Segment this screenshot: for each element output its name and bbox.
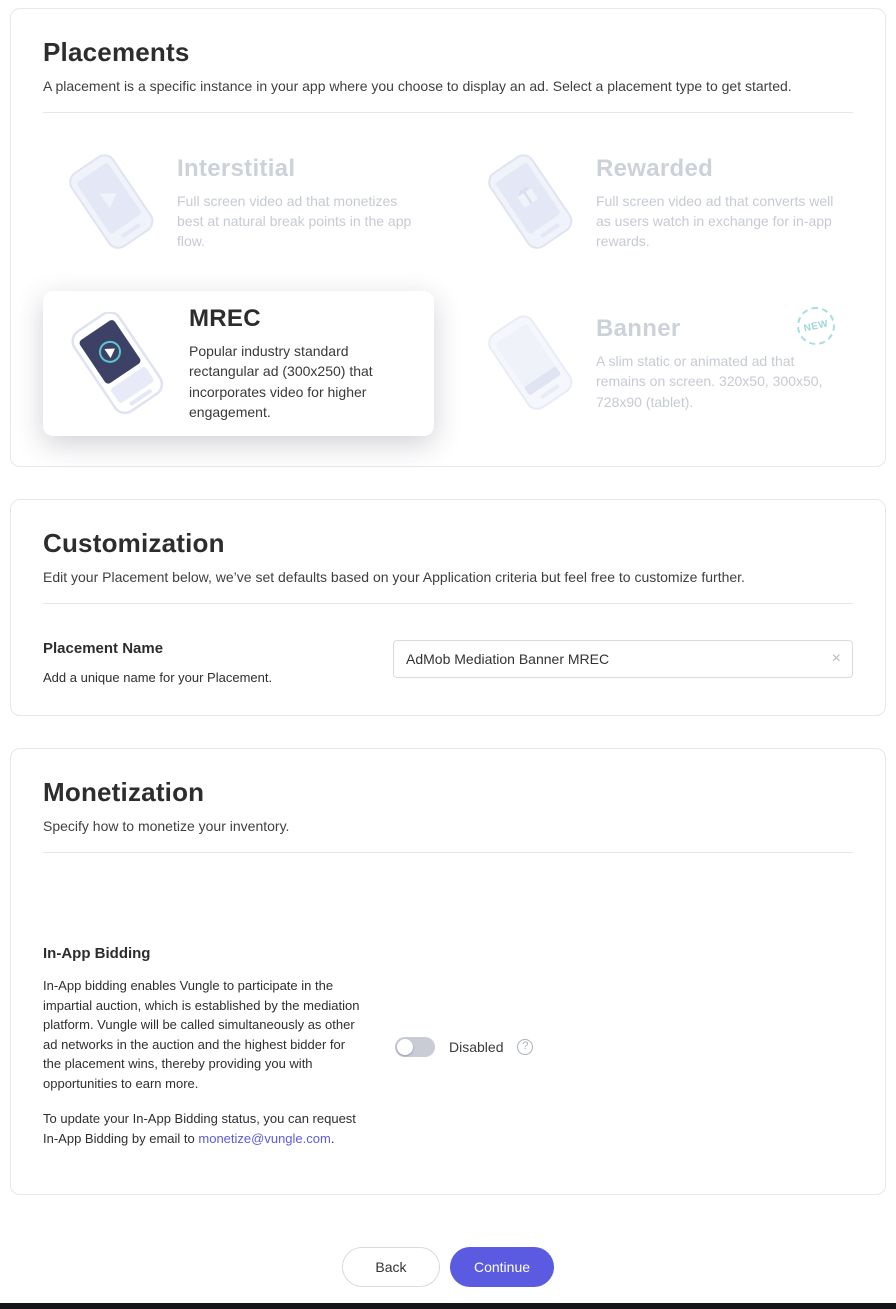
in-app-bidding-text-block bbox=[43, 945, 361, 1148]
rewarded-name: Rewarded bbox=[596, 154, 714, 182]
in-app-bidding-label: In-App Bidding bbox=[43, 945, 151, 963]
new-badge: NEW bbox=[793, 303, 838, 348]
placement-name-input-wrap bbox=[393, 640, 853, 678]
in-app-bidding-status: Disabled bbox=[449, 1038, 504, 1055]
mrec-name: MREC bbox=[189, 305, 261, 332]
monetize-email-link[interactable]: monetize@vungle.com bbox=[198, 1130, 331, 1146]
placement-name-help: Add a unique name for your Placement. bbox=[43, 670, 273, 686]
placement-name-label-block bbox=[43, 640, 383, 685]
placements-subtitle: A placement is a specific instance in your app where you choose to display an ad. Select a placement type to get started. bbox=[43, 78, 792, 94]
divider bbox=[43, 603, 853, 604]
in-app-bidding-row bbox=[43, 945, 853, 1164]
monetization-subtitle: Specify how to monetize your inventory. bbox=[43, 818, 290, 835]
rewarded-phone-icon bbox=[478, 153, 582, 253]
placement-type-rewarded[interactable] bbox=[462, 139, 853, 267]
placement-type-banner[interactable] bbox=[462, 291, 853, 436]
help-icon[interactable]: ? bbox=[517, 1039, 533, 1055]
customization-title: Customization bbox=[43, 528, 225, 559]
note-suffix: . bbox=[330, 1130, 335, 1146]
placement-type-interstitial[interactable] bbox=[43, 139, 434, 267]
placement-name-input[interactable] bbox=[393, 640, 853, 678]
divider bbox=[43, 112, 853, 113]
bottom-bar bbox=[0, 1303, 896, 1309]
in-app-bidding-note bbox=[43, 1109, 361, 1148]
placements-title: Placements bbox=[43, 37, 190, 67]
customization-card bbox=[10, 499, 886, 716]
clear-input-icon[interactable]: × bbox=[831, 650, 841, 668]
banner-name: Banner bbox=[596, 315, 681, 343]
mrec-phone-icon bbox=[59, 312, 175, 416]
in-app-bidding-toggle[interactable] bbox=[395, 1037, 435, 1057]
in-app-bidding-description: In-App bidding enables Vungle to participate in the impartial auction, which is established by the mediation platform. Vungle will be called simultaneously as other ad networks in the auction and the highest bidder for the placement wins, thereby providing you with opportunities to earn more. bbox=[43, 978, 360, 1091]
in-app-bidding-toggle-row bbox=[395, 945, 853, 1148]
mrec-text bbox=[189, 305, 418, 422]
interstitial-phone-icon bbox=[59, 153, 163, 253]
placement-name-row bbox=[43, 640, 853, 685]
interstitial-name: Interstitial bbox=[177, 154, 296, 182]
divider bbox=[43, 852, 853, 853]
placement-type-mrec[interactable] bbox=[43, 291, 434, 436]
monetization-card bbox=[10, 748, 886, 1195]
rewarded-description: Full screen video ad that converts well as users watch in exchange for in-app rewards. bbox=[596, 192, 834, 250]
monetization-title: Monetization bbox=[43, 777, 205, 808]
banner-description: A slim static or animated ad that remains on screen. 320x50, 300x50, 728x90 (tablet). bbox=[596, 353, 823, 410]
mrec-description: Popular industry standard rectangular ad (300x250) that incorporates video for higher engagement. bbox=[189, 343, 373, 420]
form-actions bbox=[10, 1227, 886, 1309]
placement-type-grid bbox=[43, 139, 853, 436]
placements-card bbox=[10, 8, 886, 467]
continue-button[interactable]: Continue bbox=[450, 1247, 554, 1287]
toggle-knob bbox=[397, 1039, 413, 1055]
back-button[interactable]: Back bbox=[342, 1247, 440, 1287]
customization-subtitle: Edit your Placement below, we’ve set defaults based on your Application criteria but feel free to customize further. bbox=[43, 569, 745, 586]
interstitial-description: Full screen video ad that monetizes best at natural break points in the app flow. bbox=[177, 192, 412, 250]
banner-phone-icon bbox=[478, 314, 582, 414]
rewarded-text bbox=[596, 155, 837, 252]
placement-name-label: Placement Name bbox=[43, 640, 164, 658]
note-text: To update your In-App Bidding status, you can request In-App Bidding by email to bbox=[43, 1111, 356, 1146]
interstitial-text bbox=[177, 155, 418, 252]
